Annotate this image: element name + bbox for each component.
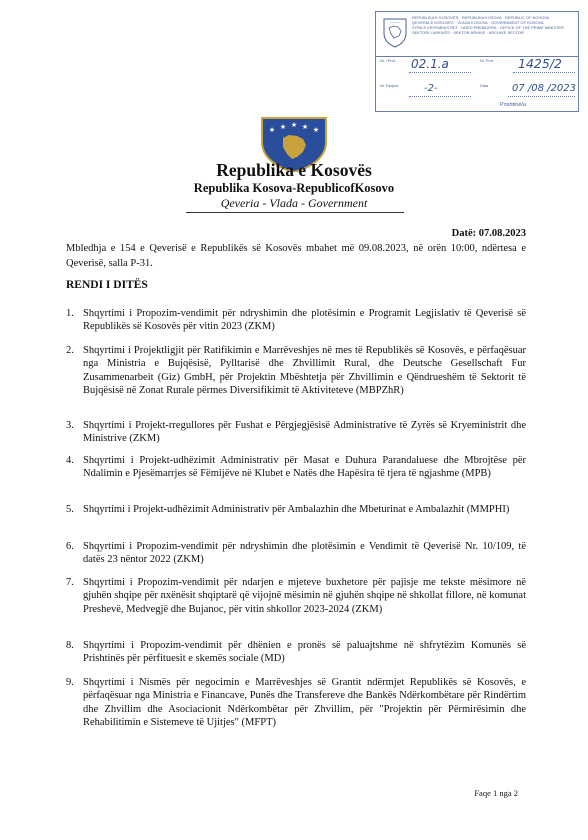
header-divider (186, 212, 404, 213)
agenda-item (66, 344, 526, 398)
svg-text:★: ★ (290, 121, 298, 129)
agenda-item (66, 307, 526, 334)
stamp-header-line: QEVERIA E KOSOVËS · VLADA KOSOVA · GOVERNMENT OF KOSOVA (412, 20, 544, 26)
stamp-row2-left-value: -2- (424, 83, 438, 94)
stamp-header-line: SEKTORI I ARKIVËS · SEKTOR ARHIVE · ARCHIVE SECTOR (412, 30, 524, 36)
svg-text:★: ★ (268, 126, 276, 134)
svg-text:* * * * *: * * * * * (390, 21, 400, 25)
document-date: Datë: 07.08.2023 (451, 228, 526, 239)
page-number: Faqe 1 nga 2 (474, 788, 518, 798)
agenda-item (66, 419, 526, 446)
agenda-item (66, 540, 526, 567)
agenda-item-text: Shqyrtimi i Propozim-vendimit për ndryshimin dhe plotësimin e Programit Legjislativ të Qeverisë së Republikës së Kosovës për vitin 2023 (ZKM) (83, 308, 526, 333)
svg-text:★: ★ (279, 123, 287, 131)
agenda-item-number: 9. (66, 677, 74, 688)
republic-subtitle: Republika Kosova-RepublicofKosovo (193, 181, 395, 195)
stamp-header-line: ZYRA E KRYEMINISTRIT · URED PREMIJERA · OFFICE OF THE PRIME MINISTER (412, 25, 564, 31)
agenda-item-number: 2. (66, 345, 74, 356)
government-line: Qeveria - Vlada - Government (220, 196, 368, 210)
agenda-item-number: 5. (66, 504, 74, 515)
stamp-dotted-line (409, 72, 471, 73)
stamp-dotted-line (409, 96, 471, 97)
stamp-row2-left-label: Nr. Faqeve (380, 84, 399, 88)
stamp-dotted-line (513, 72, 575, 73)
agenda-item-text: Shqyrtimi i Projekt-udhëzimit Administrativ për Masat e Duhura Parandaluese dhe Mbrojtëse për Ndalimin e Pjesëmarrjes së Fëmijëve në Klubet e Natës dhe Hapësira të tjera të ngjashme (MPB) (83, 455, 526, 480)
stamp-row1-left-label: Nr. i Prot. (380, 59, 396, 63)
agenda-item-text: Shqyrtimi i Projekt-rregullores për Fushat e Përgjegjësisë Administrative të Zyrës së Kryeministrit dhe Ministrive (ZKM) (83, 420, 526, 445)
stamp-row1-right-value: 1425/2 (518, 56, 562, 71)
archive-stamp (375, 11, 579, 112)
agenda-item-number: 8. (66, 640, 74, 651)
agenda-item (66, 576, 526, 616)
agenda-item-text: Shqyrtimi i Nismës për negocimin e Marrëveshjes së Grantit ndërmjet Republikës së Kosovës, e përfaqësuar nga Ministria e Financave, Punës dhe Transfereve dhe Bankës Ndërkombëtare për Rindërtim dhe Zhvillim dhe Asociacionit Ndërkombëtar për Zhvillim, për "Projektin për Përmirësimin dhe Rehabilitimin e Sistemeve të Ujitjes" (MFPT) (83, 677, 526, 729)
stamp-row1-left-value: 02.1.a (411, 57, 449, 71)
svg-text:★: ★ (312, 126, 320, 134)
agenda-item (66, 639, 526, 666)
svg-text:★: ★ (301, 123, 309, 131)
stamp-emblem-icon (381, 16, 409, 48)
agenda-item-text: Shqyrtimi i Propozim-vendimit për ndryshimin dhe plotësimin e Vendimit të Qeverisë Nr. 10/109, të datës 23 nëntor 2022 (ZKM) (83, 541, 526, 566)
agenda-item-text: Shqyrtimi i Projekt-udhëzimit Administrativ për Ambalazhin dhe Mbeturinat e Ambalazhit (MMPHI) (83, 504, 510, 515)
stamp-dotted-line (508, 96, 575, 97)
agenda-item-number: 4. (66, 455, 74, 466)
agenda-item (66, 454, 526, 481)
agenda-item-number: 1. (66, 308, 74, 319)
stamp-city: Prishtinë/a (500, 102, 526, 108)
stamp-row1-right-label: Nr. Prot. (480, 59, 494, 63)
agenda-item-text: Shqyrtimi i Propozim-vendimit për dhënien e pronës së paluajtshme në shfrytëzim Komunës së Prishtinës për përfituesit e skemës sociale (MD) (83, 640, 526, 665)
stamp-row2-right-label: Data (480, 84, 489, 88)
stamp-header (412, 15, 576, 35)
agenda-title: RENDI I DITËS (66, 279, 148, 291)
republic-title: Republika e Kosovës (216, 160, 372, 180)
agenda-item (66, 503, 526, 516)
agenda-item-text: Shqyrtimi i Projektligjit për Ratifikimin e Marrëveshjes në mes të Republikës së Kosovës, e përfaqësuar nga Ministria e Bujqësisë, Pylltarisë dhe Zhvillimit Rural, dhe Deutsche Gesellschaft Fur Zusammenarbeit (Giz) GmbH, për Projektin Mbështetja për Zhvillimin e Qëndrueshëm të Sektorit të Bujqësisë në Zonat Rurale përmes Diversifikimit të Aktiviteteve (MBPZhR) (83, 345, 526, 397)
agenda-item (66, 676, 526, 730)
meeting-intro: Mbledhja e 154 e Qeverisë e Republikës së Kosovës mbahet më 09.08.2023, në orën 10:00, ndërtesa e Qeverisë, salla P-31. (66, 243, 526, 269)
agenda-item-number: 6. (66, 541, 74, 552)
agenda-item-number: 7. (66, 577, 74, 588)
agenda-item-number: 3. (66, 420, 74, 431)
agenda-item-text: Shqyrtimi i Propozim-vendimit për ndarjen e mjeteve buxhetore për pajisje me tekste mësimore në gjuhën shqipe për nxënësit shqiptarë që vijojnë mësimin në gjuhën shqipe në shkollat fillore, në komunat Preshevë, Medvegjë dhe Bujanoc, për vitin shkollor 2023-2024 (ZKM) (83, 577, 526, 615)
stamp-header-line: REPUBLIKA E KOSOVËS · REPUBLIKA KOSOVA · REPUBLIC OF KOSOVA (412, 15, 550, 20)
stamp-row2-right-value: 07 /08 /2023 (512, 83, 576, 94)
